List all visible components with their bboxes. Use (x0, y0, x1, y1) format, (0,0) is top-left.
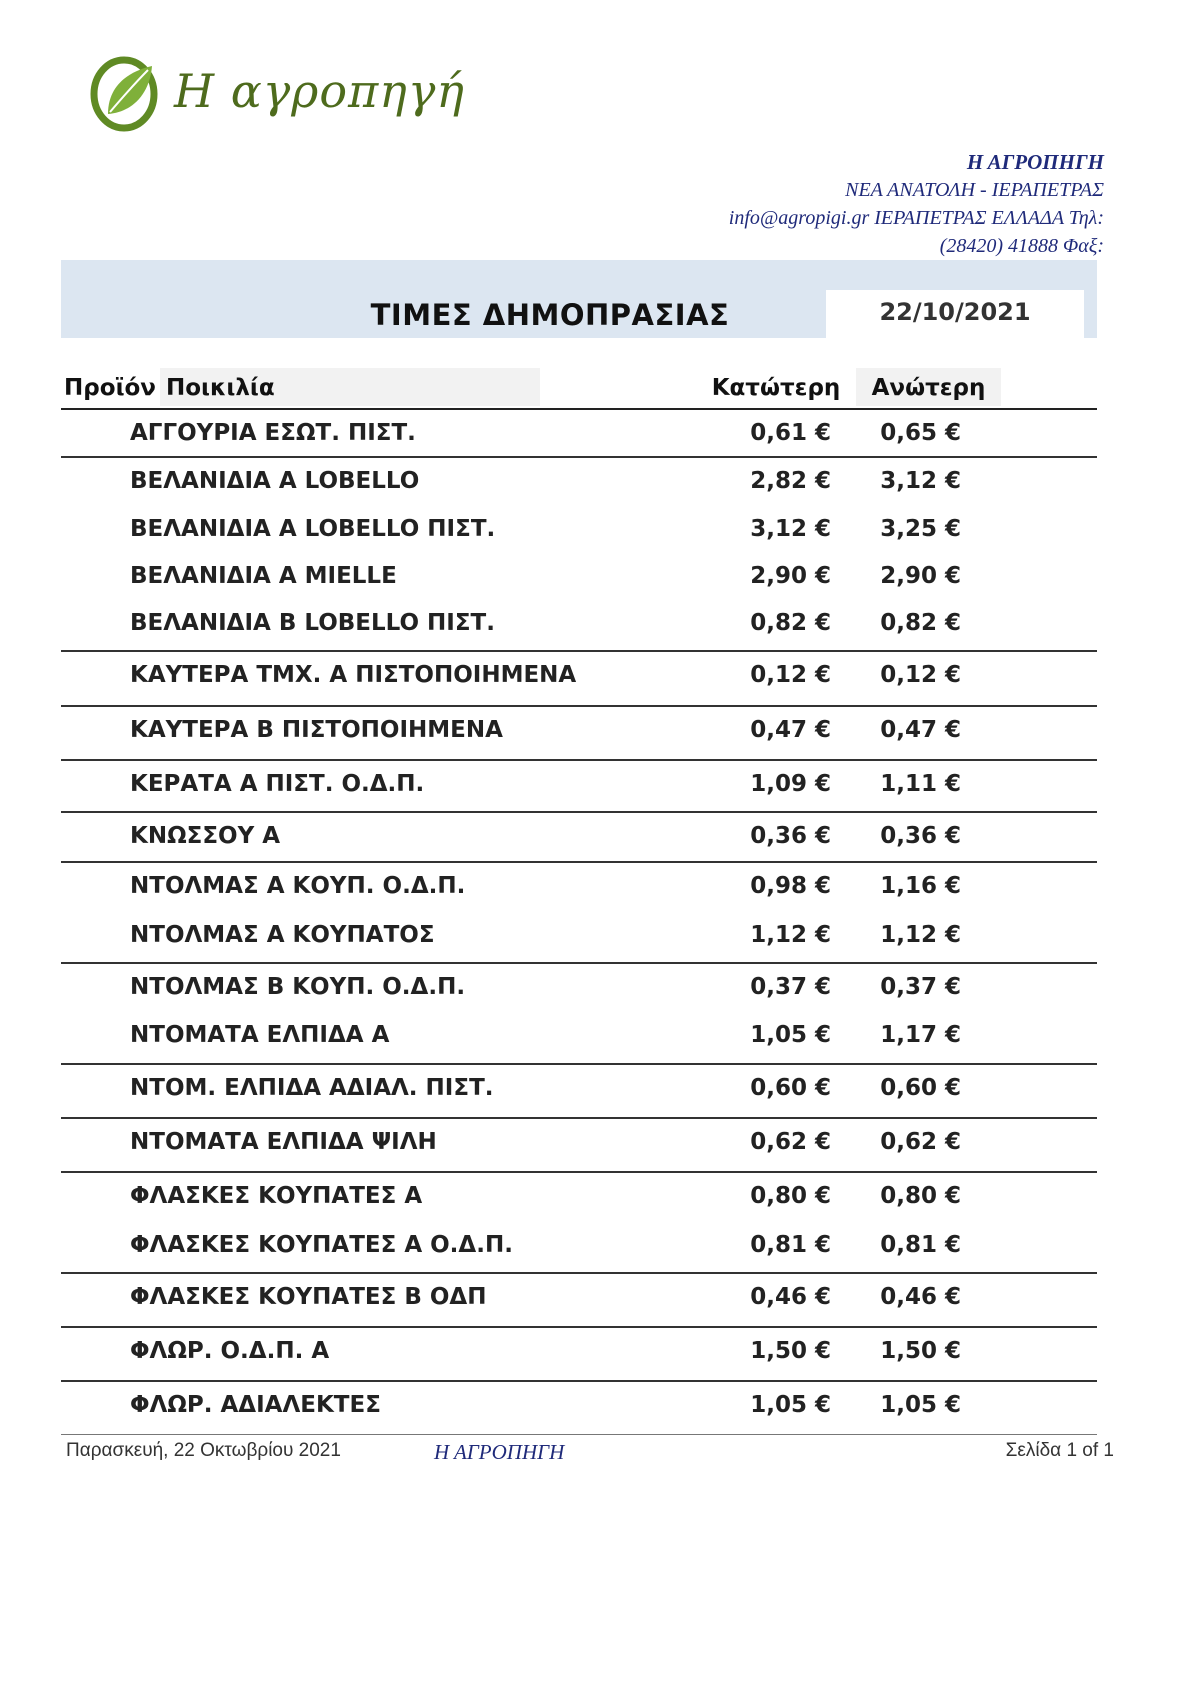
footer-divider (61, 1434, 1097, 1435)
row-name: ΝΤΟΜΑΤΑ ΕΛΠΙΔΑ ΨΙΛΗ (130, 1129, 437, 1155)
table-row (61, 815, 1097, 861)
table-row (61, 602, 1097, 648)
row-high-price: 1,16 € (880, 873, 961, 899)
row-high-price: 3,25 € (880, 516, 961, 542)
row-name: ΒΕΛΑΝΙΔΙΑ Β LOBELLO ΠΙΣΤ. (130, 610, 495, 636)
column-header-product: Προϊόν (64, 368, 156, 406)
table-row (61, 966, 1097, 1012)
row-name: ΦΛΩΡ. ΑΔΙΑΛΕΚΤΕΣ (130, 1392, 381, 1418)
table-row (61, 508, 1097, 554)
row-high-price: 1,05 € (880, 1392, 961, 1418)
row-low-price: 3,12 € (750, 516, 831, 542)
page-title: ΤΙΜΕΣ ΔΗΜΟΠΡΑΣΙΑΣ (370, 298, 730, 332)
row-low-price: 0,12 € (750, 662, 831, 688)
row-low-price: 1,12 € (750, 922, 831, 948)
table-row (61, 654, 1097, 700)
row-name: ΦΛΑΣΚΕΣ ΚΟΥΠΑΤΕΣ Α Ο.Δ.Π. (130, 1232, 513, 1258)
leaf-icon (86, 52, 166, 132)
row-name: ΝΤΟΛΜΑΣ Α ΚΟΥΠΑΤΟΣ (130, 922, 435, 948)
table-row (61, 555, 1097, 601)
company-address: ΝΕΑ ΑΝΑΤΟΛΗ - ΙΕΡΑΠΕΤΡΑΣ (845, 179, 1104, 201)
table-row (61, 412, 1097, 458)
footer-page-number: Σελίδα 1 of 1 (1005, 1440, 1114, 1461)
table-row (61, 1224, 1097, 1270)
row-high-price: 1,11 € (880, 771, 961, 797)
footer-company: Η ΑΓΡΟΠΗΓΗ (434, 1440, 565, 1464)
table-row (61, 1121, 1097, 1167)
row-low-price: 2,90 € (750, 563, 831, 589)
row-name: ΒΕΛΑΝΙΔΙΑ Α LOBELLO ΠΙΣΤ. (130, 516, 496, 542)
row-name: ΦΛΩΡ. Ο.Δ.Π. Α (130, 1338, 330, 1364)
table-row (61, 460, 1097, 506)
row-name: ΦΛΑΣΚΕΣ ΚΟΥΠΑΤΕΣ Β ΟΔΠ (130, 1284, 487, 1310)
company-logo (86, 52, 465, 142)
row-high-price: 1,50 € (880, 1338, 961, 1364)
header-divider (61, 408, 1097, 410)
auction-date: 22/10/2021 (826, 290, 1084, 338)
row-low-price: 0,46 € (750, 1284, 831, 1310)
table-row (61, 1067, 1097, 1113)
row-high-price: 0,82 € (880, 610, 961, 636)
footer-date: Παρασκευή, 22 Οκτωβρίου 2021 (66, 1440, 341, 1461)
company-info (584, 148, 1104, 260)
row-name: ΚΝΩΣΣΟΥ Α (130, 823, 281, 849)
row-high-price: 3,12 € (880, 468, 961, 494)
row-low-price: 0,36 € (750, 823, 831, 849)
table-row (61, 763, 1097, 809)
row-name: ΝΤΟΛΜΑΣ Α ΚΟΥΠ. Ο.Δ.Π. (130, 873, 466, 899)
row-low-price: 1,05 € (750, 1392, 831, 1418)
row-high-price: 0,47 € (880, 717, 961, 743)
row-name: ΦΛΑΣΚΕΣ ΚΟΥΠΑΤΕΣ Α (130, 1183, 423, 1209)
row-high-price: 0,37 € (880, 974, 961, 1000)
row-high-price: 0,36 € (880, 823, 961, 849)
table-row (61, 865, 1097, 911)
row-high-price: 0,80 € (880, 1183, 961, 1209)
row-name: ΝΤΟΜΑΤΑ ΕΛΠΙΔΑ Α (130, 1022, 390, 1048)
row-name: ΚΕΡΑΤΑ Α ΠΙΣΤ. Ο.Δ.Π. (130, 771, 425, 797)
row-high-price: 0,12 € (880, 662, 961, 688)
row-name: ΒΕΛΑΝΙΔΙΑ Α MIELLE (130, 563, 397, 589)
row-low-price: 0,60 € (750, 1075, 831, 1101)
table-row (61, 709, 1097, 755)
row-name: ΝΤΟΛΜΑΣ Β ΚΟΥΠ. Ο.Δ.Π. (130, 974, 466, 1000)
row-low-price: 0,61 € (750, 420, 831, 446)
row-high-price: 1,12 € (880, 922, 961, 948)
logo-wordmark: Η αγροπηγή (174, 64, 465, 118)
row-low-price: 0,82 € (750, 610, 831, 636)
row-high-price: 1,17 € (880, 1022, 961, 1048)
table-row (61, 1330, 1097, 1376)
row-low-price: 0,98 € (750, 873, 831, 899)
column-header-high: Ανώτερη (856, 368, 1001, 406)
row-name: ΝΤΟΜ. ΕΛΠΙΔΑ ΑΔΙΑΛ. ΠΙΣΤ. (130, 1075, 494, 1101)
row-low-price: 1,05 € (750, 1022, 831, 1048)
column-header-variety: Ποικιλία (160, 368, 540, 406)
row-name: ΒΕΛΑΝΙΔΙΑ Α LOBELLO (130, 468, 420, 494)
row-name: ΚΑΥΤΕΡΑ ΤΜΧ. Α ΠΙΣΤΟΠΟΙΗΜΕΝΑ (130, 662, 577, 688)
column-header-low: Κατώτερη (701, 368, 851, 406)
row-high-price: 2,90 € (880, 563, 961, 589)
row-name: ΑΓΓΟΥΡΙΑ ΕΣΩΤ. ΠΙΣΤ. (130, 420, 416, 446)
row-high-price: 0,60 € (880, 1075, 961, 1101)
row-high-price: 0,81 € (880, 1232, 961, 1258)
table-row (61, 1014, 1097, 1060)
row-low-price: 1,09 € (750, 771, 831, 797)
table-row (61, 1276, 1097, 1322)
row-low-price: 1,50 € (750, 1338, 831, 1364)
table-row (61, 914, 1097, 960)
table-row (61, 1384, 1097, 1430)
row-low-price: 0,62 € (750, 1129, 831, 1155)
row-low-price: 0,37 € (750, 974, 831, 1000)
row-low-price: 2,82 € (750, 468, 831, 494)
row-name: ΚΑΥΤΕΡΑ Β ΠΙΣΤΟΠΟΙΗΜΕΝΑ (130, 717, 503, 743)
table-row (61, 1175, 1097, 1221)
company-contact: info@agropigi.gr ΙΕΡΑΠΕΤΡΑΣ ΕΛΛΑΔΑ Τηλ: (728, 207, 1104, 229)
table-header (61, 368, 1097, 408)
row-low-price: 0,81 € (750, 1232, 831, 1258)
company-phone: (28420) 41888 Φαξ: (939, 235, 1104, 257)
row-high-price: 0,62 € (880, 1129, 961, 1155)
row-high-price: 0,65 € (880, 420, 961, 446)
row-low-price: 0,47 € (750, 717, 831, 743)
row-high-price: 0,46 € (880, 1284, 961, 1310)
company-name: Η ΑΓΡΟΠΗΓΗ (966, 150, 1104, 174)
row-low-price: 0,80 € (750, 1183, 831, 1209)
